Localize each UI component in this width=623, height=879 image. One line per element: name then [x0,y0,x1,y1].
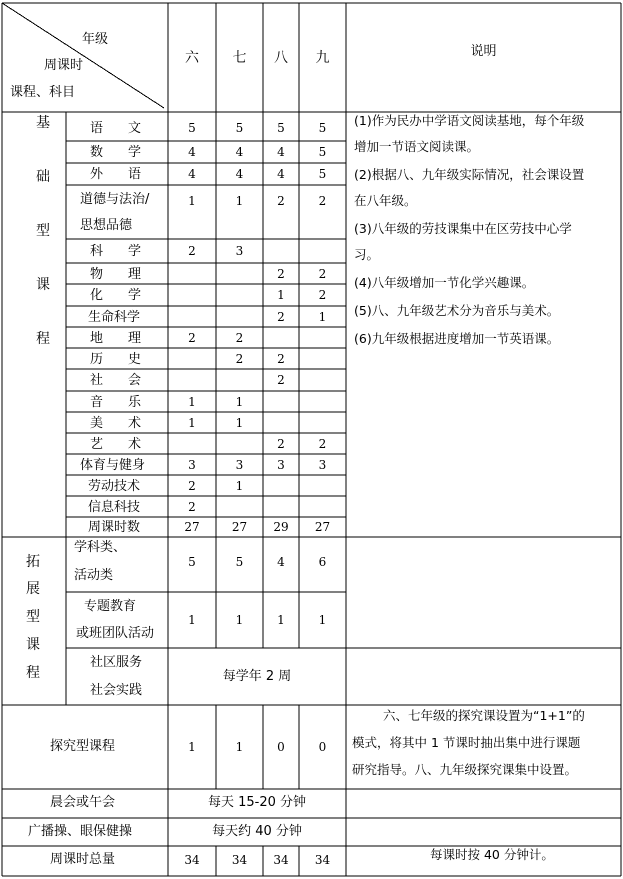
subject-name: 信息科技 [88,499,141,515]
extended-section-char: 课 [26,637,40,653]
subject-name-char: 会 [128,373,142,388]
basic-note-line: 增加一节语文阅读课。 [354,139,480,154]
cell-value: 2 [188,244,196,258]
cell-value: 1 [277,288,285,302]
subject-name-char: 理 [128,330,142,346]
subject-name-char: 理 [128,266,142,282]
cell-value: 1 [318,613,327,627]
extended-section-char: 程 [26,665,40,681]
cell-value: 2 [188,478,196,493]
basic-note-line: (2)根据八、九年级实际情况，社会课设置 [354,167,585,182]
subject-name-char: 术 [128,436,142,452]
extended-row-label: 或班团队活动 [76,626,155,641]
subject-name-char: 历 [90,351,104,367]
cell-value: 0 [277,740,285,754]
cell-value: 5 [235,555,244,569]
cell-value: 2 [277,194,285,208]
subject-name-char: 学 [128,288,142,303]
bottom-row-label: 晨会或午会 [50,795,116,810]
notes-header: 说明 [470,44,497,59]
basic-note-line: (1)作为民办中学语文阅读基地，每个年级 [354,113,585,128]
basic-note-line: (5)八、九年级艺术分为音乐与美术。 [354,303,560,318]
cell-value: 2 [235,351,244,366]
inquiry-label: 探究型课程 [50,739,116,754]
cell-value: 3 [235,244,244,258]
subject-name-char: 音 [90,394,104,410]
subject-name-char: 术 [128,415,142,431]
cell-value: 2 [318,288,327,302]
cell-value: 1 [235,415,244,430]
subject-name: 体育与健身 [80,457,146,473]
subject-name: 思想品德 [80,218,133,233]
cell-value: 5 [318,167,327,181]
cell-value: 4 [277,145,285,159]
cell-value: 3 [318,457,327,472]
cell-value: 4 [188,145,196,159]
extended-section-char: 展 [26,581,40,597]
cell-value: 1 [235,194,244,208]
subject-name-char: 地 [90,330,104,346]
cell-value: 27 [184,520,200,534]
subject-name-char: 数 [90,145,104,160]
cell-value: 2 [277,266,285,281]
extended-section-char: 拓 [26,554,40,570]
cell-value: 3 [277,457,285,472]
basic-note-line: (3)八年级的劳技课集中在区劳技中心学 [354,221,572,236]
cell-value: 34 [231,853,248,867]
cell-value: 1 [188,740,196,754]
cell-value: 4 [235,167,244,181]
cell-value: 1 [235,613,244,627]
extended-row-label: 社会实践 [90,683,143,698]
cell-value: 2 [188,330,196,345]
cell-value: 5 [277,120,285,135]
extended-row-label: 社区服务 [90,655,143,670]
subject-name: 道德与法治/ [80,192,150,207]
cell-value: 1 [235,740,244,754]
grade-header-9: 九 [315,50,330,66]
basic-note-line: 在八年级。 [354,193,417,208]
basic-section-char: 基 [36,115,50,131]
diagonal-header-grade: 年级 [82,32,109,47]
subject-name: 周课时数 [88,520,141,535]
cell-value: 2 [277,351,285,366]
subject-name-char: 语 [128,167,142,182]
cell-value: 27 [231,520,248,534]
cell-value: 5 [188,555,196,569]
subject-name-char: 语 [90,120,104,136]
cell-value: 4 [188,167,196,181]
cell-value: 2 [277,436,285,451]
subject-name-char: 物 [90,266,104,282]
inquiry-note-line: 模式，将其中 1 节课时抽出集中进行课题 [352,735,581,750]
merged-cell: 每天约 40 分钟 [212,824,302,839]
cell-value: 3 [235,457,244,472]
bottom-row-label: 周课时总量 [50,852,116,867]
grade-header-6: 六 [185,50,199,66]
cell-value: 2 [318,266,327,281]
basic-note-line: (4)八年级增加一节化学兴趣课。 [354,275,535,290]
basic-section-char: 型 [36,223,50,239]
cell-value: 2 [277,373,285,387]
basic-note-line: (6)九年级根据进度增加一节英语课。 [354,331,560,346]
subject-name-char: 学 [128,145,142,160]
subject-name-char: 艺 [90,436,104,452]
inquiry-note-line: 研究指导。八、九年级探究课集中设置。 [352,762,578,777]
subject-name-char: 乐 [128,394,142,410]
bottom-row-label: 广播操、眼保健操 [28,824,133,839]
cell-value: 1 [188,194,196,208]
basic-note-line: 习。 [354,247,380,262]
cell-value: 34 [273,853,289,867]
cell-value: 0 [318,740,327,754]
subject-name-char: 化 [90,288,104,303]
cell-value: 4 [235,145,244,159]
cell-value: 5 [188,120,196,135]
cell-value: 27 [314,520,331,534]
merged-cell: 每天 15-20 分钟 [207,795,307,810]
grade-header-7: 七 [232,50,247,66]
subject-name: 劳动技术 [88,478,141,494]
basic-section-char: 础 [36,169,50,185]
cell-value: 2 [277,309,285,324]
subject-name-char: 史 [128,351,142,367]
cell-value: 4 [277,167,285,181]
extended-section-char: 型 [26,609,40,625]
cell-value: 4 [277,555,285,569]
extended-row-label: 学科类、 [74,540,127,555]
bottom-note: 每课时按 40 分钟计。 [430,847,554,862]
cell-value: 1 [235,478,244,493]
cell-value: 2 [318,436,327,451]
cell-value: 1 [235,394,244,409]
cell-value: 1 [277,613,285,627]
cell-value: 5 [318,145,327,159]
diagonal-header-course: 课程、科目 [10,85,76,100]
basic-section-char: 程 [36,331,50,347]
subject-name-char: 文 [128,120,142,136]
cell-value: 29 [273,520,289,534]
cell-value: 34 [184,853,200,867]
subject-name-char: 美 [90,415,104,431]
cell-value: 2 [235,330,244,345]
cell-value: 1 [188,415,196,430]
merged-cell: 每学年 2 周 [222,669,292,684]
subject-name-char: 科 [90,244,104,259]
cell-value: 34 [314,853,331,867]
cell-value: 1 [188,394,196,409]
subject-name: 生命科学 [88,309,141,325]
cell-value: 3 [188,457,196,472]
cell-value: 6 [318,555,327,569]
diagonal-header-hours: 周课时 [44,58,84,73]
inquiry-note-line: 六、七年级的探究课设置为“1+1”的 [383,708,585,723]
basic-section-char: 课 [36,277,50,293]
subject-name-char: 学 [128,244,142,259]
cell-value: 5 [235,120,244,135]
subject-name-char: 社 [90,373,104,388]
grade-header-8: 八 [274,50,288,66]
extended-row-label: 专题教育 [84,599,137,614]
extended-row-label: 活动类 [74,568,114,583]
cell-value: 2 [318,194,327,208]
subject-name-char: 外 [90,167,104,182]
cell-value: 5 [318,120,327,135]
cell-value: 1 [318,309,327,324]
cell-value: 1 [188,613,196,627]
cell-value: 2 [188,499,196,514]
